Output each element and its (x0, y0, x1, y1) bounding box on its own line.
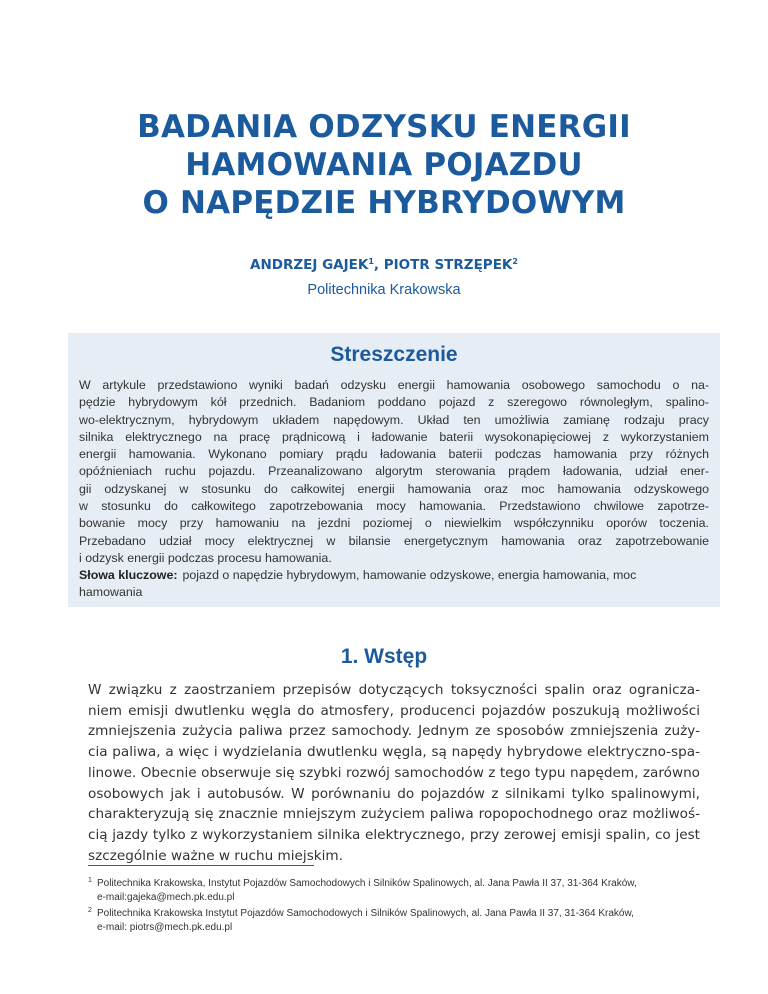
abstract-line: pędzie hybrydowym kół przednich. Badaniom poddano pojazd z szeregowo równoległym, spalino- (79, 395, 709, 410)
author-separator: , (373, 257, 384, 273)
author-footnote-mark: 1 (368, 257, 374, 266)
body-line: W związku z zaostrzaniem przepisów dotyczących toksyczności spalin oraz ogranicza- (88, 682, 700, 698)
abstract-box (68, 333, 720, 607)
abstract-heading: Streszczenie (330, 343, 458, 366)
body-line: niem emisji dwutlenku węgla do atmosfery, producenci pojazdów poszukują możliwości (88, 702, 700, 719)
abstract-line: bowanie mocy przy hamowaniu na jezdni poziomej o niewielkim współczynniku oporów toczenia. (79, 516, 709, 531)
abstract-line: i odzysk energii podczas procesu hamowania. (79, 550, 332, 565)
title-line: HAMOWANIA POJAZDU (185, 147, 583, 183)
abstract-line: energii hamowania. Wykonano pomiary prądu ładowania baterii podczas hamowania przy różnych (79, 447, 709, 462)
section-heading: 1. Wstęp (340, 645, 428, 668)
author-footnote-mark: 2 (512, 257, 518, 266)
footnote (88, 907, 688, 934)
keywords (79, 567, 709, 601)
keywords-text: hamowania (79, 585, 143, 599)
abstract-line: silnika elektrycznego na pracę prądnicową i ładowanie baterii wysokonapięciowej z wykorzystaniem (79, 429, 709, 444)
abstract-line: W artykule przedstawiono wyniki badań odzysku energii hamowania osobowego samochodu o na- (79, 378, 709, 392)
author-name: ANDRZEJ GAJEK (250, 257, 369, 273)
affiliation: Politechnika Krakowska (307, 282, 461, 298)
author-name: PIOTR STRZĘPEK (383, 257, 513, 273)
footnote-divider (88, 865, 314, 866)
footnote-text: Politechnika Krakowska, Instytut Pojazdów Samochodowych i Silników Spalinowych, al. Jana Pawła II 37, 31-364 Kraków, (97, 878, 637, 889)
abstract-line: wo-elektrycznym, hybrydowym układem napędowym. Układ ten umożliwia zamianę rodzaju pracy (79, 412, 709, 427)
abstract-line: w stosunku do całkowitego zapotrzebowania mocy hamowania. Przedstawiono chwilowe zapotrze- (79, 499, 709, 514)
body-line: cia paliwa, a więc i wydzielania dwutlenku węgla, są napędy hybrydowe elektryczno-spa- (88, 744, 700, 761)
footnote-email: e-mail: piotrs@mech.pk.edu.pl (97, 921, 233, 933)
body-line: zmniejszenia zużycia paliwa przez samochody. Jednym ze sposobów zmniejszenia zuży- (88, 723, 700, 740)
keywords-text: pojazd o napędzie hybrydowym, hamowanie odzyskowe, energia hamowania, moc (182, 568, 637, 582)
abstract-line: Przebadano udział mocy elektrycznej w bilansie energetycznym hamowania oraz zapotrzebowanie (79, 533, 709, 548)
body-line: cią jazdy tylko z wykorzystaniem silnika elektrycznego, przy zerowej emisji spalin, co jest (88, 826, 700, 843)
paper-title (0, 108, 768, 222)
footnote-number: 1 (88, 877, 92, 884)
title-line: O NAPĘDZIE HYBRYDOWYM (142, 185, 626, 221)
body-line: linowe. Obecnie obserwuje się szybki rozwój samochodów z tego typu napędem, zarówno (88, 764, 700, 781)
footnote (88, 877, 688, 904)
footnote-email: e-mail:gajeka@mech.pk.edu.pl (97, 891, 235, 903)
body-line: osobowych jak i autobusów. W porównaniu do pojazdów z silnikami tylko spalinowymi, (88, 785, 700, 802)
body-line: szczególnie ważne w ruchu miejskim. (88, 847, 343, 864)
footnote-number: 2 (88, 907, 92, 914)
introduction-text (88, 680, 700, 866)
abstract-line: gii odzyskanej w stosunku do całkowitej energii hamowania oraz moc hamowania odzyskowego (79, 481, 709, 496)
keywords-label: Słowa kluczowe: (79, 568, 178, 582)
author-list (0, 257, 768, 273)
body-line: charakteryzują się znacznie mniejszym zużyciem paliwa ropopochodnego oraz możliwoś- (88, 806, 700, 823)
abstract-text (79, 377, 709, 567)
footnote-text: Politechnika Krakowska Instytut Pojazdów Samochodowych i Silników Spalinowych, al. Jana Pawła II 37, 31-364 Kraków, (97, 908, 634, 919)
title-line: BADANIA ODZYSKU ENERGII (137, 109, 631, 145)
abstract-line: opóźnieniach ruchu pojazdu. Przeanalizowano algorytm sterowania prądem ładowania, udział ener- (79, 464, 709, 479)
